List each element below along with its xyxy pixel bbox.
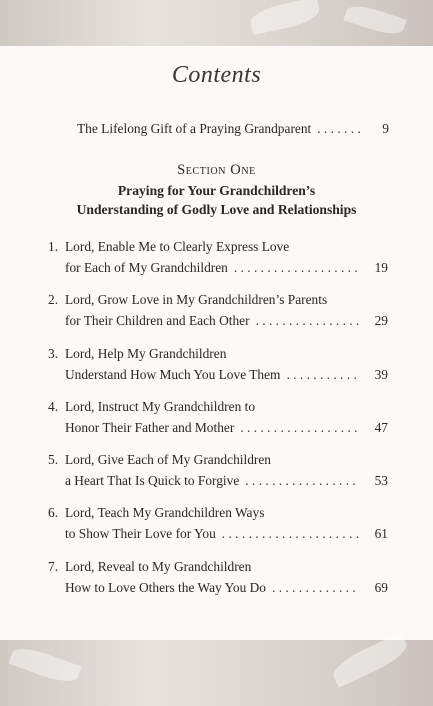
toc-item-2[interactable] [48, 289, 388, 331]
leaf-decoration [343, 1, 406, 39]
leader-dots [234, 257, 360, 278]
toc-item-6[interactable] [48, 502, 388, 544]
item-number: 3. [48, 346, 59, 361]
item-line2: a Heart That Is Quick to Forgive [65, 473, 240, 488]
item-line1: Lord, Reveal to My Grandchildren [65, 559, 252, 574]
page-number: 9 [382, 121, 389, 136]
item-line1: Lord, Teach My Grandchildren Ways [65, 505, 265, 520]
page-number: 53 [374, 473, 388, 488]
leader-dots [317, 118, 361, 139]
toc-item-1[interactable] [48, 236, 388, 278]
item-line2: for Each of My Grandchildren [65, 260, 228, 275]
item-line2: How to Love Others the Way You Do [65, 580, 267, 595]
item-line2: for Their Children and Each Other [65, 313, 250, 328]
leader-dots [272, 577, 360, 598]
page-number: 29 [374, 313, 388, 328]
top-decorative-band [0, 0, 433, 46]
page-title: Contents [171, 62, 262, 88]
leader-dots [245, 470, 360, 491]
leader-dots [286, 364, 360, 385]
leader-dots [222, 523, 360, 544]
item-number: 5. [48, 452, 59, 467]
item-line2: Understand How Much You Love Them [65, 367, 281, 382]
section-subtitle [0, 181, 433, 219]
page-number: 39 [374, 367, 388, 382]
leaf-decoration [248, 0, 321, 35]
item-line1: Lord, Grow Love in My Grandchildren’s Parents [65, 292, 328, 307]
item-number: 1. [48, 239, 59, 254]
section-subtitle-line2: Understanding of Godly Love and Relationships [76, 202, 357, 217]
page-number: 47 [374, 420, 388, 435]
page-number: 69 [374, 580, 388, 595]
intro-entry-text: The Lifelong Gift of a Praying Grandparent [77, 121, 312, 136]
toc-item-3[interactable] [48, 343, 388, 385]
intro-entry[interactable] [77, 118, 389, 139]
item-line2: to Show Their Love for You [65, 526, 216, 541]
toc-item-4[interactable] [48, 396, 388, 438]
item-line1: Lord, Give Each of My Grandchildren [65, 452, 271, 467]
toc-item-5[interactable] [48, 449, 388, 491]
toc-item-7[interactable] [48, 556, 388, 598]
leaf-decoration [329, 632, 412, 688]
item-number: 6. [48, 505, 59, 520]
leader-dots [256, 310, 360, 331]
page-number: 19 [374, 260, 388, 275]
page-number: 61 [374, 526, 388, 541]
item-line1: Lord, Enable Me to Clearly Express Love [65, 239, 290, 254]
leaf-decoration [8, 643, 81, 688]
section-label: Section One [177, 162, 256, 178]
item-line2: Honor Their Father and Mother [65, 420, 235, 435]
item-number: 2. [48, 292, 59, 307]
section-subtitle-line1: Praying for Your Grandchildren’s [117, 183, 316, 198]
item-number: 4. [48, 399, 59, 414]
item-line1: Lord, Help My Grandchildren [65, 346, 227, 361]
item-number: 7. [48, 559, 59, 574]
bottom-decorative-band [0, 640, 433, 706]
item-line1: Lord, Instruct My Grandchildren to [65, 399, 256, 414]
leader-dots [240, 417, 360, 438]
